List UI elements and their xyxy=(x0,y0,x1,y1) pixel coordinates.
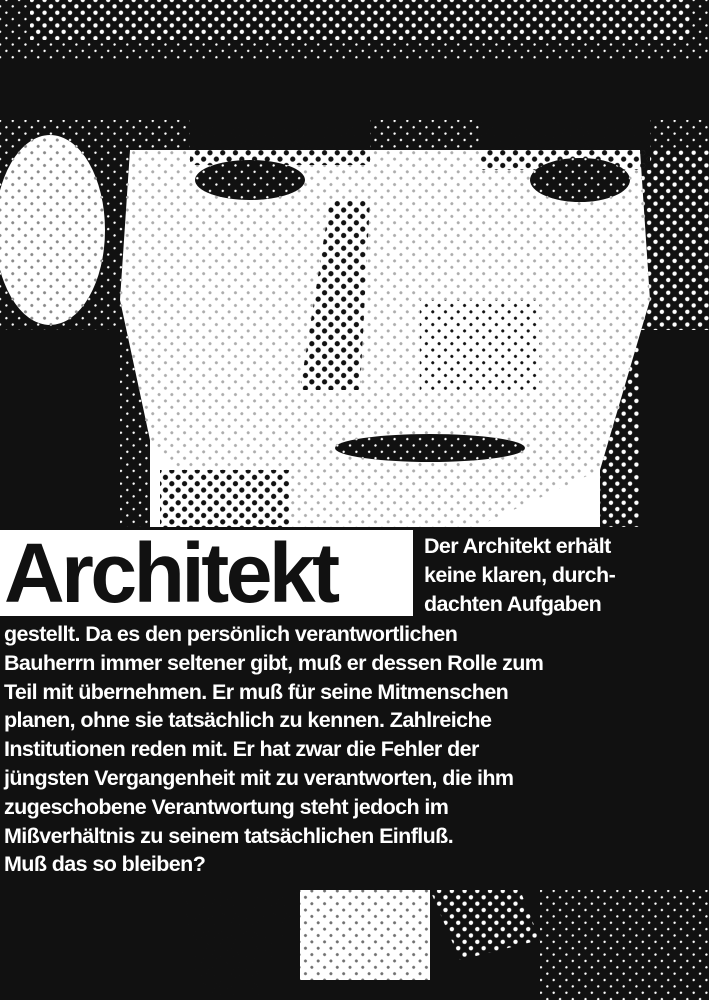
lede-line: Der Architekt erhält xyxy=(424,534,611,558)
body-line: Mißverhältnis zu seinem tatsächlichen Einfluß. xyxy=(4,823,454,848)
body-line: Muß das so bleiben? xyxy=(4,852,206,877)
lede-text xyxy=(424,532,709,619)
body-line: gestellt. Da es den persönlich verantwortlichen xyxy=(4,622,458,646)
headline: Architekt xyxy=(4,526,337,620)
lede-line: keine klaren, durch- xyxy=(424,563,616,587)
body-line: Bauherrn immer seltener gibt, muß er dessen Rolle zum xyxy=(4,650,544,675)
body-line: zugeschobene Verantwortung steht jedoch im xyxy=(4,794,449,819)
body-text xyxy=(4,620,704,879)
body-line: Teil mit übernehmen. Er muß für seine Mitmenschen xyxy=(4,679,509,704)
lede-line: dachten Aufgaben xyxy=(424,592,602,616)
body-line: jüngsten Vergangenheit mit zu verantworten, die ihm xyxy=(4,765,514,790)
body-line: planen, ohne sie tatsächlich zu kennen. Zahlreiche xyxy=(4,708,492,733)
body-line: Institutionen reden mit. Er hat zwar die Fehler der xyxy=(4,737,479,762)
